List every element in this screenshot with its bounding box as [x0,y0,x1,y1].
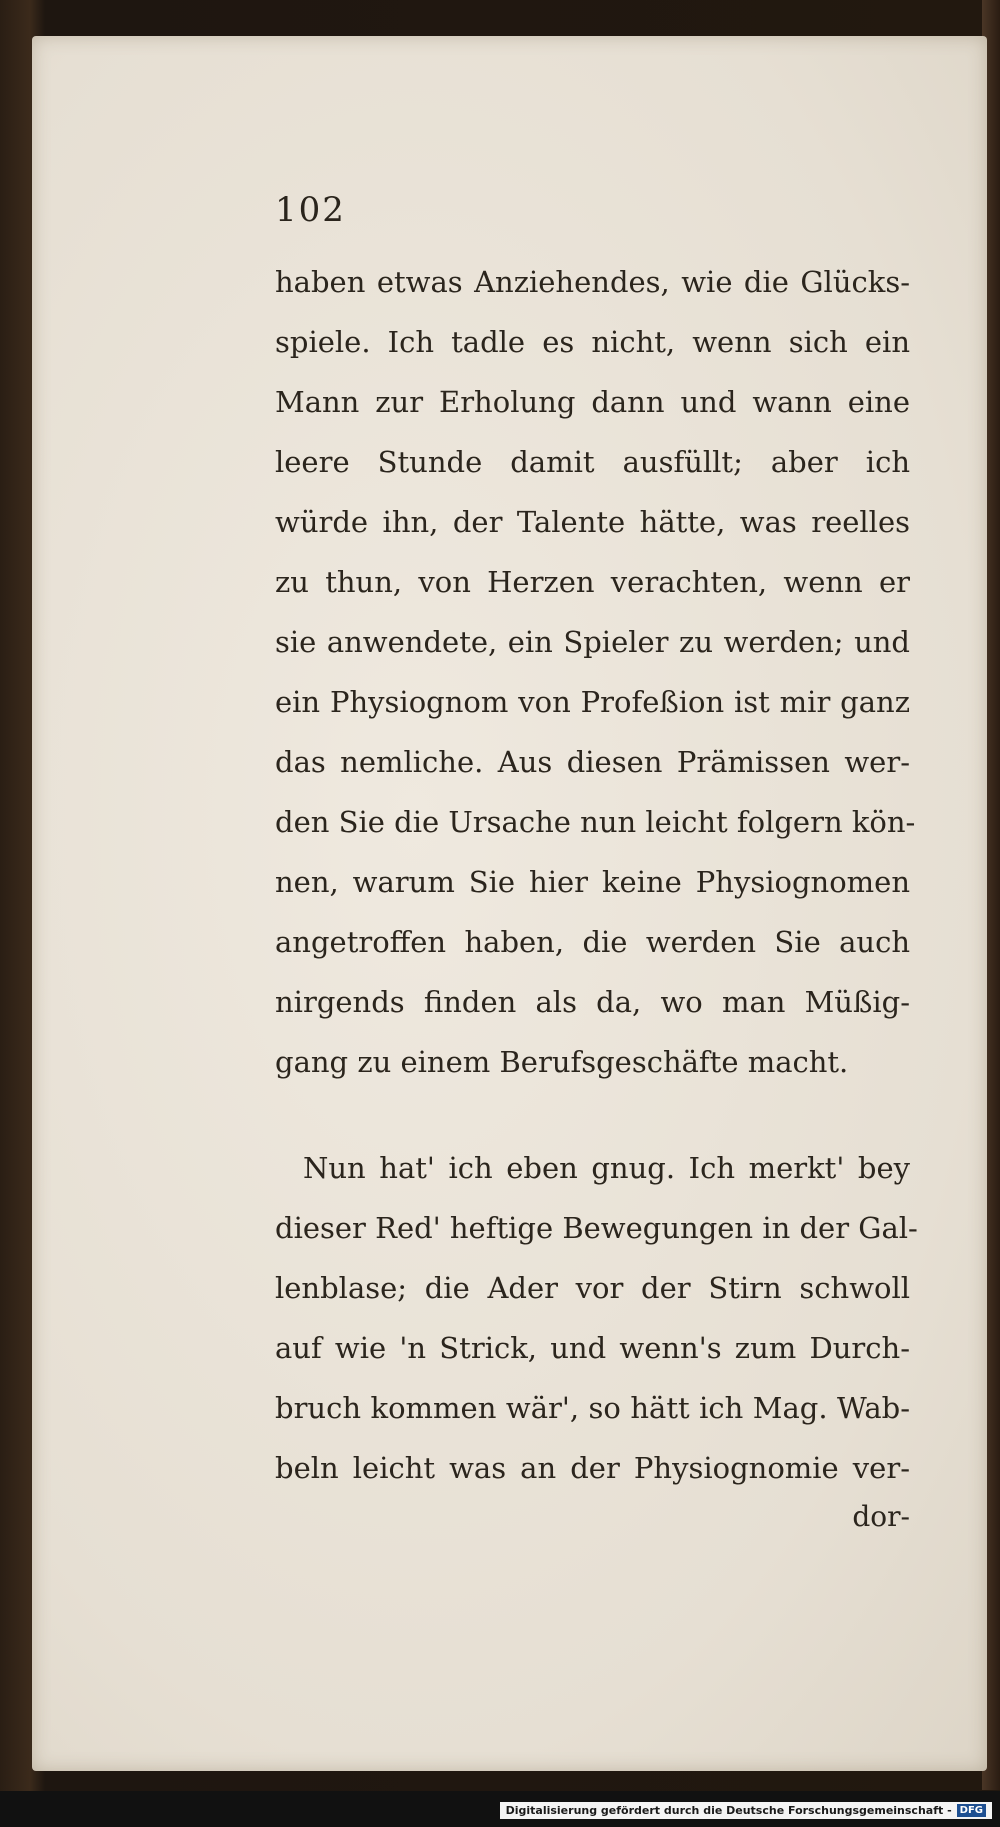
dfg-logo: DFG [957,1804,986,1817]
text-line: spiele. Ich tadle es nicht, wenn sich ein [275,325,910,359]
credit-text: Digitalisierung gefördert durch die Deutsche Forschungsgemeinschaft - [505,1804,952,1817]
text-line: beln leicht was an der Physiognomie ver- [275,1451,910,1485]
text-line: Mann zur Erholung dann und wann eine [275,385,910,419]
text-line: auf wie 'n Strick, und wenn's zum Durch- [275,1331,910,1365]
text-line: leere Stunde damit ausfüllt; aber ich [275,445,910,479]
digitization-credit [500,1802,992,1819]
text-line: ein Physiognom von Profeßion ist mir ganz [275,685,910,719]
paragraph-1 [275,252,916,1092]
catchword: dor- [852,1500,910,1533]
text-line: lenblase; die Ader vor der Stirn schwoll [275,1271,910,1305]
text-line: Nun hat' ich eben gnug. Ich merkt' bey [303,1151,910,1185]
page-number: 102 [275,190,346,230]
text-line: sie anwendete, ein Spieler zu werden; und [275,625,910,659]
text-line: haben etwas Anziehendes, wie die Glücks- [275,265,910,299]
text-line: bruch kommen wär', so hätt ich Mag. Wab- [275,1391,910,1425]
text-line: zu thun, von Herzen verachten, wenn er [275,565,910,599]
text-line: das nemliche. Aus diesen Prämissen wer- [275,745,910,779]
text-line: gang zu einem Berufsgeschäfte macht. [275,1045,849,1079]
text-line: nen, warum Sie hier keine Physiognomen [275,865,910,899]
paragraph-2 [275,1138,918,1498]
text-line: den Sie die Ursache nun leicht folgern kön- [275,805,916,839]
text-line: dieser Red' heftige Bewegungen in der Gal- [275,1211,918,1245]
text-line: angetroffen haben, die werden Sie auch [275,925,910,959]
text-line: nirgends finden als da, wo man Müßig- [275,985,910,1019]
text-line: würde ihn, der Talente hätte, was reelles [275,505,910,539]
